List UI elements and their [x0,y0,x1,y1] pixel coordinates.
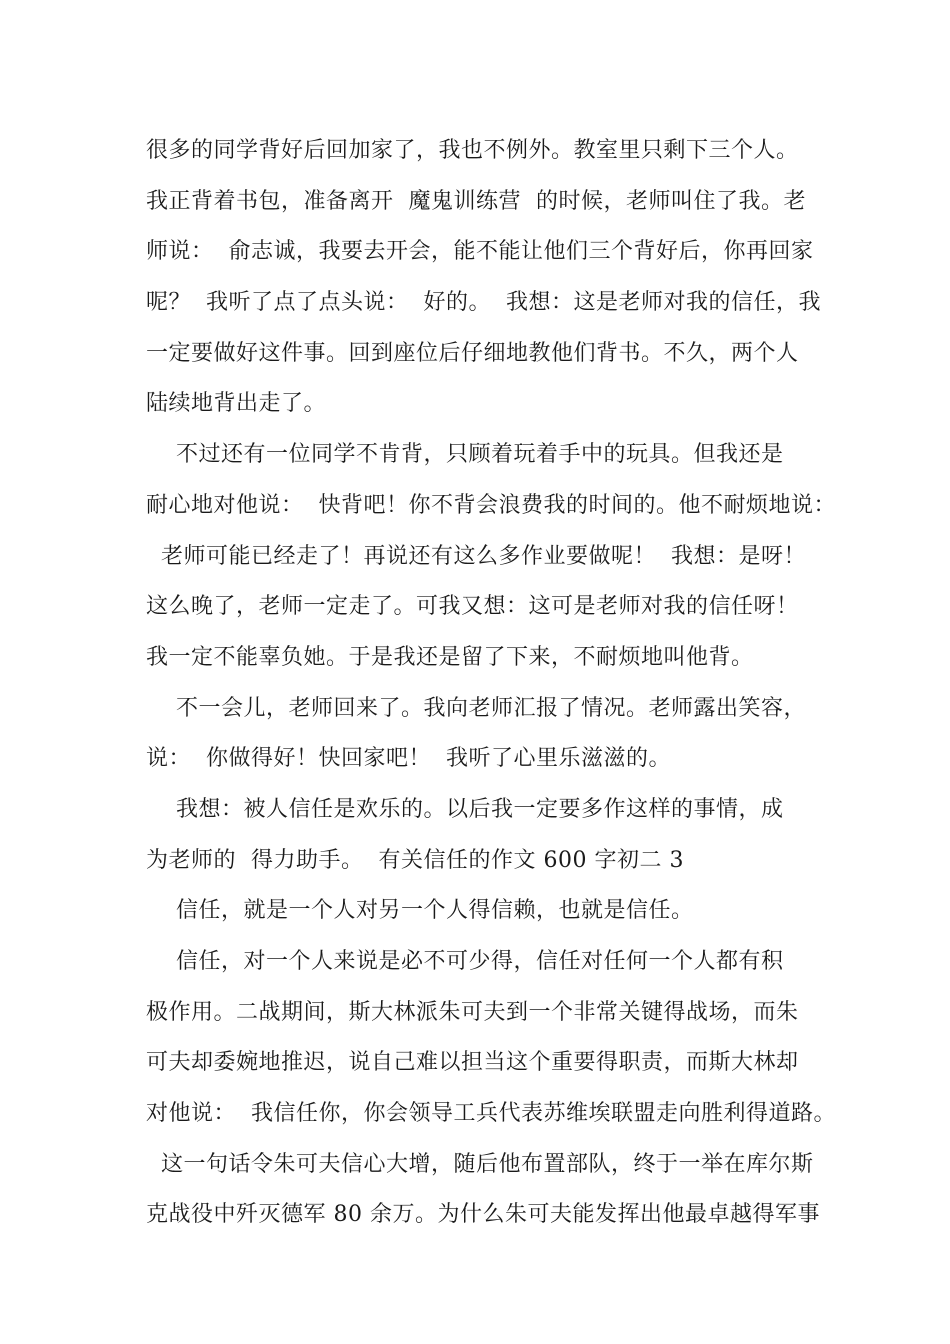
text-line: 信任，对一个人来说是必不可少得，信任对任何一个人都有积 [146,949,784,974]
text-line: 呢？ 我听了点了点头说： 好的。 我想：这是老师对我的信任，我 [146,290,821,316]
text-line: 耐心地对他说： 快背吧！你不背会浪费我的时间的。他不耐烦地说： [146,492,836,518]
text-line: 不一会儿，老师回来了。我向老师汇报了情况。老师露出笑容， [146,695,806,721]
text-line: 信任，就是一个人对另一个人得信赖，也就是信任。 [146,898,694,924]
text-line: 这么晚了，老师一定走了。可我又想：这可是老师对我的信任呀！ [146,594,799,620]
text-line: 克战役中歼灭德军 80 余万。为什么朱可夫能发挥出他最卓越得军事 [146,1202,820,1228]
text-line: 师说： 俞志诚，我要去开会，能不能让他们三个背好后，你再回家 [146,239,814,265]
text-line: 我正背着书包，准备离开 魔鬼训练营 的时候，老师叫住了我。老 [146,188,806,214]
text-line: 说： 你做得好！快回家吧！ 我听了心里乐滋滋的。 [146,746,671,772]
text-line: 我一定不能辜负她。于是我还是留了下来，不耐烦地叫他背。 [146,644,754,670]
text-line: 极作用。二战期间，斯大林派朱可夫到一个非常关键得战场，而朱 [146,999,799,1025]
text-line: 为老师的 得力助手。 有关信任的作文 600 字初二 3 [146,847,684,873]
text-line: 不过还有一位同学不肯背，只顾着玩着手中的玩具。但我还是 [146,442,784,468]
text-line: 这一句话令朱可夫信心大增，随后他布置部队，终于一举在库尔斯 [146,1151,814,1177]
text-line: 我想：被人信任是欢乐的。以后我一定要多作这样的事情，成 [146,796,784,822]
text-line: 很多的同学背好后回加家了，我也不例外。教室里只剩下三个人。 [146,138,799,163]
text-line: 陆续地背出走了。 [146,391,327,417]
text-line: 一定要做好这件事。回到座位后仔细地教他们背书。不久，两个人 [146,340,799,366]
text-line: 可夫却委婉地推迟，说自己难以担当这个重要得职责，而斯大林却 [146,1050,799,1076]
text-line: 老师可能已经走了！再说还有这么多作业要做呢！ 我想：是呀！ [146,543,806,569]
body-text [146,126,836,1241]
text-line: 对他说： 我信任你，你会领导工兵代表苏维埃联盟走向胜利得道路。 [146,1101,836,1127]
